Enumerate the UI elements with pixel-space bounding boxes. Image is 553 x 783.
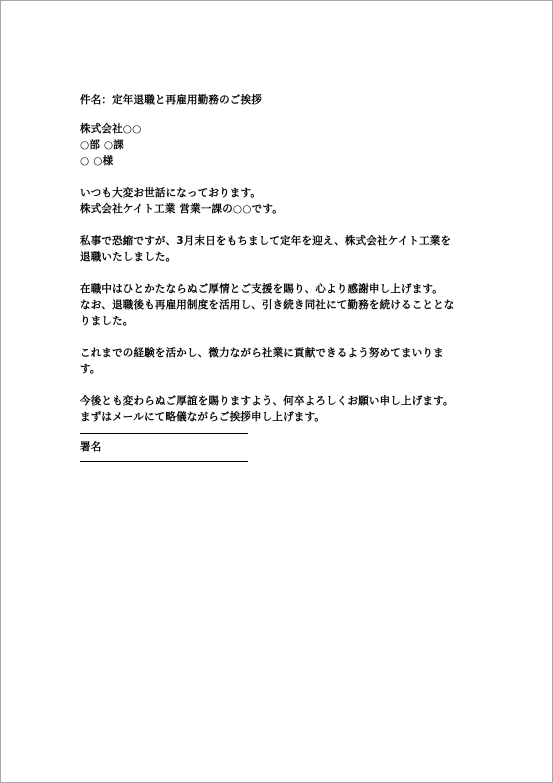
greeting-line-1: いつも大変お世話になっております。 — [80, 187, 262, 199]
signature-divider-bottom — [80, 461, 248, 462]
letter-body — [80, 92, 480, 462]
subject-line: 件名：定年退職と再雇用勤務のご挨拶 — [80, 94, 262, 106]
paragraph-1-line-1: 私事で恐縮ですが、3月末日をもちまして定年を迎え、株式会社ケイト工業を — [80, 235, 452, 247]
greeting-line-2: 株式会社ケイト工業 営業一課の○○です。 — [80, 203, 283, 215]
closing-line-1: 今後とも変わらぬご厚誼を賜りますよう、何卒よろしくお願い申し上げます。 — [80, 395, 454, 407]
signature: 署名 — [80, 441, 102, 453]
recipient-department: ○部 ○課 — [80, 139, 124, 151]
paragraph-2-line-3: りました。 — [80, 315, 134, 327]
recipient-person: ○ ○様 — [80, 155, 114, 167]
paragraph-3-line-1: これまでの経験を活かし、微力ながら社業に貢献できるよう努めてまいりま — [80, 347, 444, 359]
closing-line-2: まずはメールにて略儀ながらご挨拶申し上げます。 — [80, 411, 326, 423]
recipient-company: 株式会社○○ — [80, 123, 142, 135]
signature-divider-top — [80, 433, 248, 434]
paragraph-2-line-2: なお、退職後も再雇用制度を活用し、引き続き同社にて勤務を続けることとな — [80, 299, 455, 311]
paragraph-3-line-2: す。 — [80, 363, 101, 375]
paragraph-1-line-2: 退職いたしました。 — [80, 251, 177, 263]
paragraph-2-line-1: 在職中はひとかたならぬご厚情とご支援を賜り、心より感謝申し上げます。 — [80, 283, 443, 295]
